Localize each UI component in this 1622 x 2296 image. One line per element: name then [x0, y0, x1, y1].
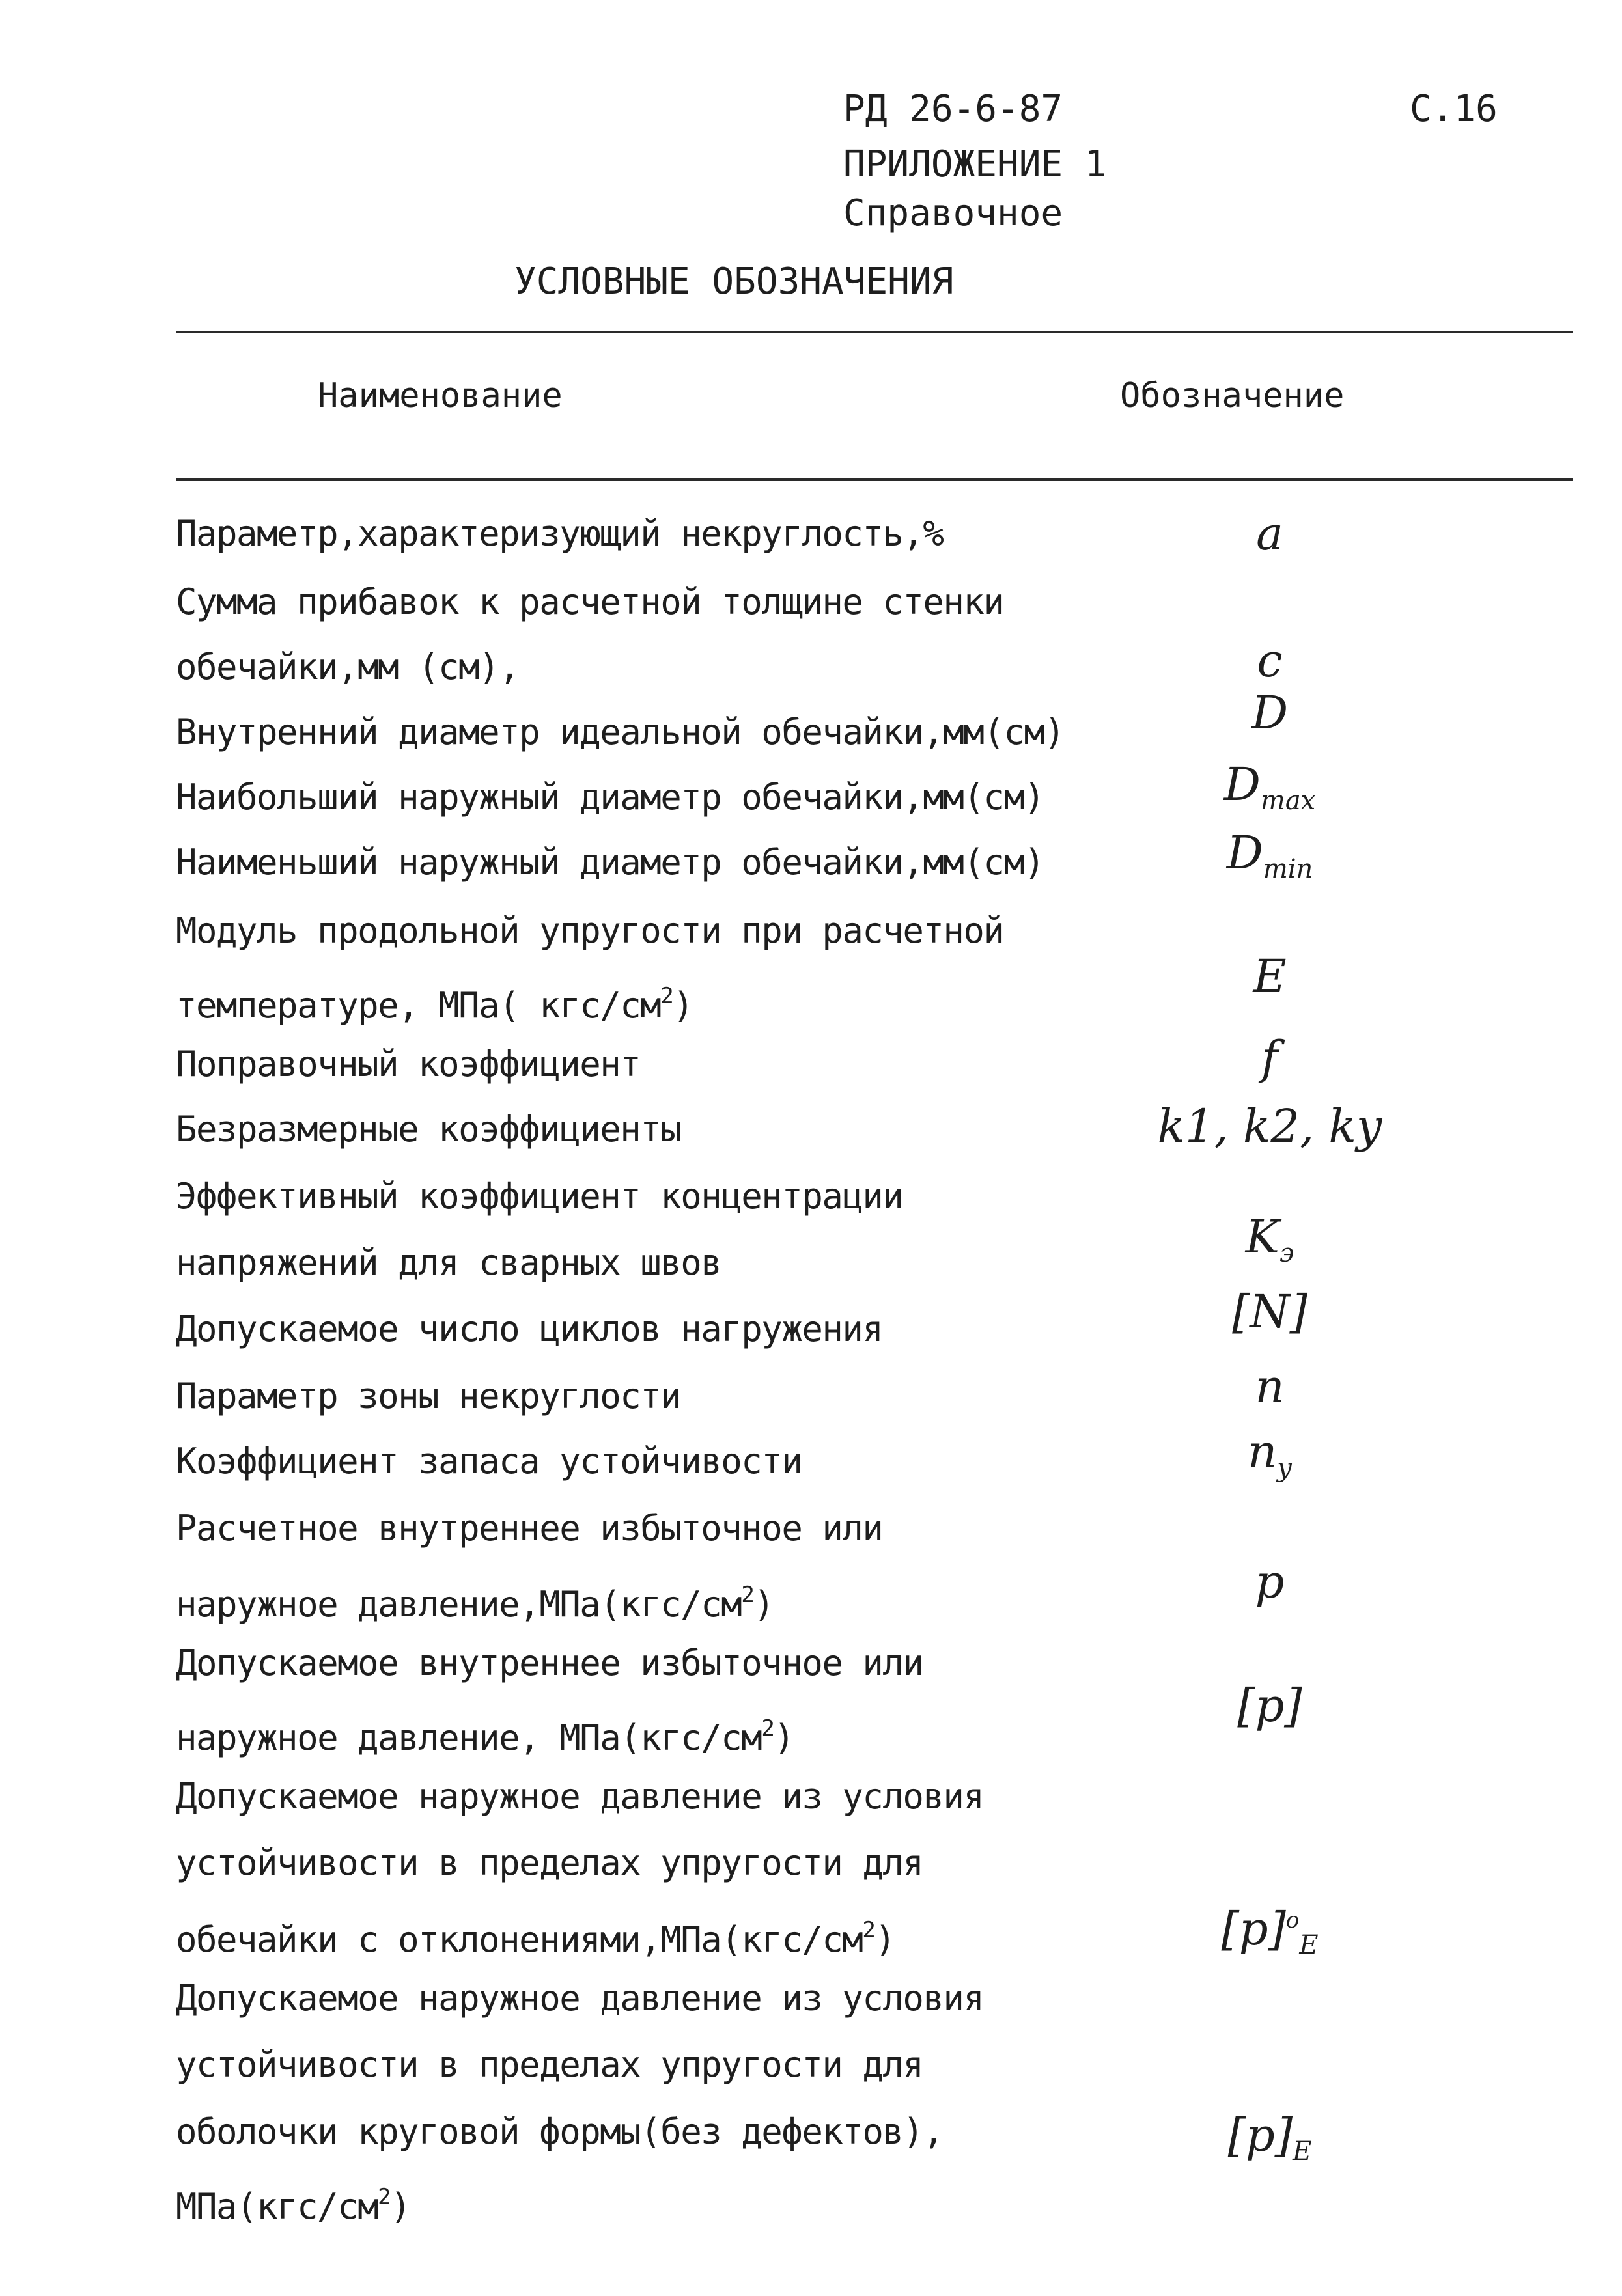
- row-name-text: Модуль продольной упругости при расчетной: [176, 910, 1004, 951]
- table-row-name-line: [176, 1777, 983, 1816]
- row-name-text: Коэффициент запаса устойчивости: [176, 1441, 802, 1482]
- table-row-name-line: [176, 1575, 774, 1624]
- symbol-subscript: E: [1293, 2137, 1312, 2166]
- symbol-base: E: [1253, 950, 1287, 1003]
- row-name-text: температуре, МПа( кгс/см: [176, 985, 661, 1026]
- table-row-symbol: [1153, 508, 1387, 560]
- table-row-name-line: [176, 1243, 721, 1282]
- table-row-symbol: [1153, 1211, 1387, 1279]
- table-row-name-line: [176, 2112, 943, 2151]
- symbol-base: a: [1256, 507, 1283, 560]
- symbol-superscript: o: [1285, 1907, 1300, 1933]
- symbol-subscript: min: [1263, 854, 1313, 884]
- row-name-text: обечайки,мм (см),: [176, 646, 520, 687]
- symbol-subscript: max: [1260, 786, 1316, 816]
- reference-note: Справочное: [843, 192, 1063, 234]
- symbol-subscript: э: [1279, 1238, 1294, 1268]
- unit-closing-paren: ): [390, 2186, 411, 2227]
- table-row-symbol: [1153, 1361, 1387, 1413]
- column-header-symbol: Обозначение: [1120, 376, 1345, 415]
- unit-exponent: 2: [378, 2184, 391, 2210]
- table-row-name-line: [176, 1709, 794, 1758]
- row-name-text: Наименьший наружный диаметр обечайки,мм(см): [176, 842, 1044, 883]
- symbol-base: n: [1248, 1425, 1278, 1478]
- row-name-text: Расчетное внутреннее избыточное или: [176, 1508, 883, 1549]
- table-row-name-line: [176, 1045, 640, 1084]
- table-row-symbol: [1153, 827, 1387, 895]
- table-row-symbol: [1153, 758, 1387, 827]
- symbol-base: D: [1251, 686, 1289, 740]
- table-row-symbol: [1153, 635, 1387, 687]
- table-row-name-line: [176, 976, 693, 1025]
- table-row-name-line: [176, 713, 1064, 752]
- table-row-name-line: [176, 514, 943, 553]
- row-name-text: устойчивости в пределах упругости для: [176, 1842, 923, 1883]
- row-name-text: Безразмерные коэффициенты: [176, 1109, 681, 1150]
- table-row-symbol: [1153, 1286, 1387, 1338]
- table-row-name-line: [176, 1177, 902, 1216]
- row-name-text: устойчивости в пределах упругости для: [176, 2044, 923, 2085]
- row-name-text: оболочки круговой формы(без дефектов),: [176, 2111, 944, 2152]
- symbol-subscript: y: [1277, 1453, 1292, 1483]
- table-row-name-line: [176, 1509, 882, 1548]
- row-name-text: Поправочный коэффициент: [176, 1044, 641, 1085]
- row-name-text: наружное давление, МПа(кгс/см: [176, 1717, 762, 1758]
- table-row-name-line: [176, 1110, 680, 1149]
- doc-code: РД 26-6-87: [843, 88, 1063, 130]
- symbol-base: k1, k2, ky: [1157, 1100, 1382, 1153]
- row-name-text: Наибольший наружный диаметр обечайки,мм(см): [176, 777, 1044, 818]
- table-row-name-line: [176, 1644, 923, 1683]
- table-row-name-line: [176, 1442, 802, 1481]
- table-row-symbol: [1153, 1680, 1387, 1732]
- unit-closing-paren: ): [874, 1919, 895, 1960]
- table-row-name-line: [176, 2045, 923, 2084]
- table-row-name-line: [176, 1844, 923, 1883]
- table-row-symbol: [1153, 2109, 1387, 2178]
- table-row-name-line: [176, 1979, 983, 2018]
- appendix-label: ПРИЛОЖЕНИЕ 1: [843, 143, 1107, 186]
- row-name-text: Допускаемое внутреннее избыточное или: [176, 1642, 923, 1683]
- row-name-text: Допускаемое наружное давление из условия: [176, 1978, 984, 2019]
- row-name-text: наружное давление,МПа(кгс/см: [176, 1584, 742, 1625]
- symbol-base: f: [1261, 1031, 1278, 1085]
- symbol-base: c: [1257, 634, 1283, 687]
- table-row-symbol: [1153, 950, 1387, 1003]
- symbol-base: [p]: [1237, 1679, 1302, 1732]
- row-name-text: напряжений для сварных швов: [176, 1242, 721, 1283]
- table-row-symbol: [1153, 1032, 1387, 1084]
- table-row-name-line: [176, 2178, 410, 2226]
- row-name-text: Параметр,характеризующий некруглость,%: [176, 513, 944, 554]
- table-row-name-line: [176, 911, 1003, 950]
- unit-exponent: 2: [761, 1715, 774, 1741]
- row-name-text: Допускаемое наружное давление из условия: [176, 1776, 984, 1817]
- symbol-base: [N]: [1232, 1285, 1307, 1338]
- table-row-name-line: [176, 843, 1044, 882]
- symbol-base: [p]: [1221, 1902, 1286, 1956]
- table-row-symbol: [1153, 687, 1387, 739]
- symbol-base: p: [1255, 1555, 1285, 1609]
- row-name-text: Сумма прибавок к расчетной толщине стенки: [176, 581, 1004, 622]
- row-name-text: Внутренний диаметр идеальной обечайки,мм(см): [176, 712, 1065, 753]
- section-title: УСЛОВНЫЕ ОБОЗНАЧЕНИЯ: [514, 260, 954, 303]
- unit-exponent: 2: [741, 1582, 754, 1608]
- unit-exponent: 2: [660, 983, 673, 1009]
- unit-closing-paren: ): [753, 1584, 774, 1625]
- table-row-symbol: [1153, 1894, 1387, 1971]
- symbol-base: [p]: [1227, 2109, 1293, 2162]
- table-row-name-line: [176, 1911, 895, 1959]
- table-row-symbol: [1153, 1556, 1387, 1608]
- table-row-name-line: [176, 778, 1044, 817]
- table-row-name-line: [176, 1377, 680, 1416]
- table-row-symbol: [1153, 1100, 1387, 1152]
- symbol-base: K: [1245, 1210, 1279, 1264]
- row-name-text: обечайки с отклонениями,МПа(кгс/см: [176, 1919, 863, 1960]
- table-row-name-line: [176, 583, 1003, 622]
- symbol-base: n: [1255, 1360, 1285, 1413]
- unit-exponent: 2: [862, 1917, 875, 1943]
- column-header-name: Наименование: [318, 376, 563, 415]
- table-row-symbol: [1153, 1426, 1387, 1494]
- row-name-text: Допускаемое число циклов нагружения: [176, 1308, 883, 1349]
- symbol-subscript: E: [1299, 1930, 1319, 1960]
- row-name-text: Эффективный коэффициент концентрации: [176, 1176, 903, 1217]
- symbol-base: D: [1223, 758, 1261, 811]
- row-name-text: Параметр зоны некруглости: [176, 1376, 681, 1417]
- table-row-name-line: [176, 1310, 882, 1349]
- unit-closing-paren: ): [673, 985, 693, 1026]
- unit-closing-paren: ): [774, 1717, 794, 1758]
- symbol-base: D: [1226, 826, 1263, 879]
- page-number: С.16: [1410, 88, 1498, 130]
- row-name-text: МПа(кгс/см: [176, 2186, 378, 2227]
- table-row-name-line: [176, 648, 519, 687]
